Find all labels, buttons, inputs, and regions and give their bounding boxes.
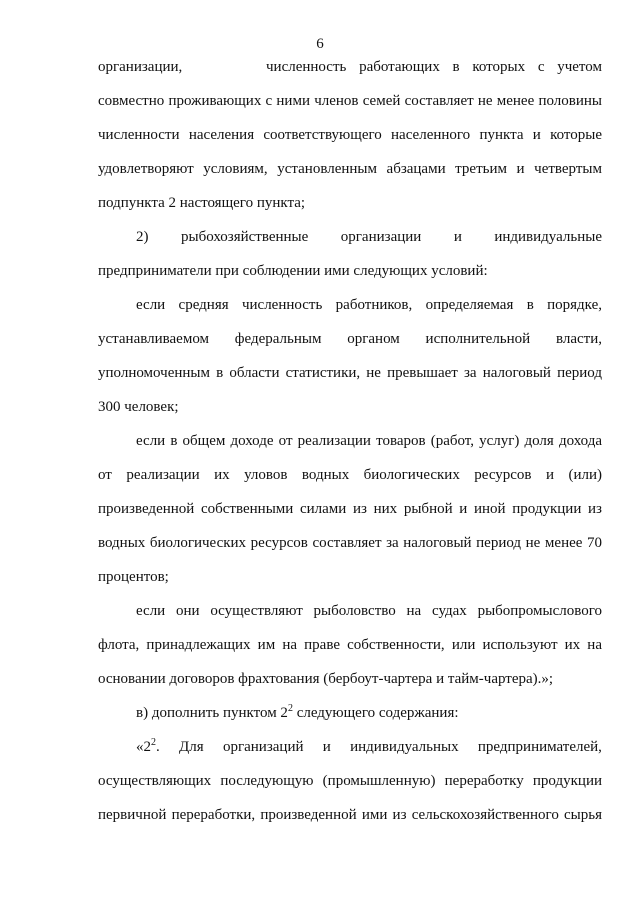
paragraph-7-line-2: осуществляющих последующую (промышленную) переработку продукции [98,773,602,789]
superscript: 2 [151,737,156,748]
item-marker [136,730,160,764]
text-fragment: работающих [359,59,440,75]
text-fragment: рыбохозяйственные [181,229,309,245]
paragraph-5-line-3: основании договоров фрахтования (бербоут-чартера и тайм-чартера).»; [98,671,554,687]
paragraph-2-line-1 [98,220,602,254]
text-fragment: и [322,739,331,755]
document-body [98,50,602,832]
paragraph-7-line-1 [98,730,602,764]
paragraph-2-line-2: предприниматели при соблюдении ими следующих условий: [98,263,488,279]
paragraph-3-line-1: если средняя численность работников, определяемая в порядке, [136,297,602,313]
paragraph-5 [98,594,602,696]
paragraph-4-line-2: от реализации их уловов водных биологических ресурсов и (или) [98,467,602,483]
paragraph-1 [98,50,602,220]
page-number: 6 [316,36,324,52]
text-fragment: и [453,229,462,245]
text-fragment: в [452,59,460,75]
paragraph-6-line-1 [98,696,602,730]
text-fragment: следующего содержания: [292,705,459,721]
paragraph-4-line-4: водных биологических ресурсов составляет за налоговый период не менее 70 [98,535,602,551]
paragraph-2 [98,220,602,288]
list-marker: 2) [136,229,149,245]
text-fragment: индивидуальных [350,739,459,755]
paragraph-7 [98,730,602,832]
text-fragment: «2 [136,739,151,755]
paragraph-7-line-3: первичной переработки, произведенной ими из сельскохозяйственного сырья [98,807,602,823]
paragraph-4-line-1: если в общем доходе от реализации товаров (работ, услуг) доля дохода [136,433,602,449]
paragraph-4 [98,424,602,594]
text-fragment: организаций [222,739,304,755]
paragraph-3-line-4: 300 человек; [98,399,179,415]
text-fragment: в) дополнить пунктом 2 [136,705,288,721]
paragraph-3-line-3: уполномоченным в области статистики, не превышает за налоговый период [98,365,602,381]
superscript: 2 [287,703,293,714]
text-fragment: организации, [98,59,183,75]
paragraph-4-line-3: произведенной собственными силами из них рыбной и иной продукции из [98,501,602,517]
text-fragment: предпринимателей, [477,739,602,755]
paragraph-1-line-2: совместно проживающих с ними членов семей составляет не менее половины [98,93,602,109]
paragraph-4-line-5: процентов; [98,569,169,585]
paragraph-1-line-1 [98,50,602,84]
text-fragment: численность [266,59,347,75]
paragraph-1-line-4: удовлетворяют условиям, установленным абзацами третьим и четвертым [98,161,602,177]
paragraph-1-line-3: численности населения соответствующего населенного пункта и которые [98,127,602,143]
text-fragment: учетом [557,59,602,75]
text-fragment: . [156,739,160,755]
paragraph-6 [98,696,602,730]
paragraph-1-line-5: подпункта 2 настоящего пункта; [98,195,306,211]
text-fragment: индивидуальные [494,229,602,245]
paragraph-5-line-1: если они осуществляют рыболовство на судах рыбопромыслового [136,603,602,619]
paragraph-5-line-2: флота, принадлежащих им на праве собственности, или используют их на [98,637,602,653]
paragraph-3-line-2: устанавливаемом федеральным органом исполнительной власти, [98,331,602,347]
text-fragment: с [537,59,545,75]
text-fragment: которых [472,59,526,75]
paragraph-3 [98,288,602,424]
text-fragment: Для [179,739,204,755]
text-fragment: организации [340,229,422,245]
